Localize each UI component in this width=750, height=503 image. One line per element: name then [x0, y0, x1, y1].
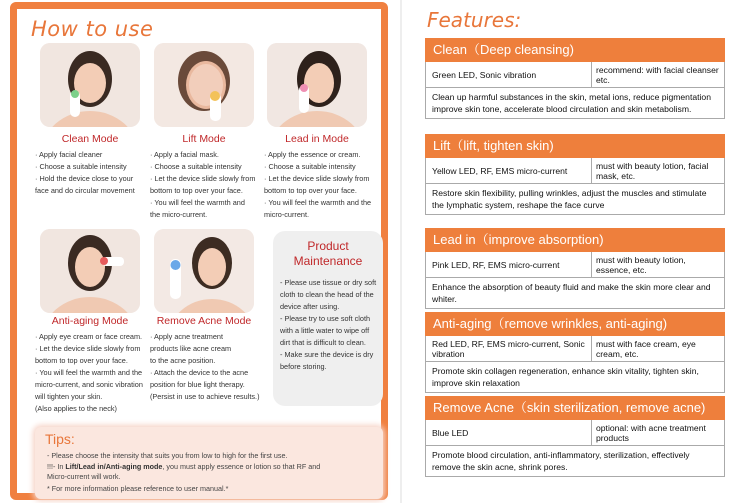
- mode-name-clean: Clean Mode: [61, 133, 119, 145]
- feature-remove-acne: [425, 396, 725, 477]
- maintenance-body: - Please use tissue or dry soft cloth to clean the head of the device after using. - Please try to use soft cloth with a little water to wipe off dirt that is difficult to clean. - Make sure the device is dry before storing.: [280, 278, 377, 371]
- feature-desc-lift: Restore skin flexibility, pulling wrinkles, adjust the muscles and stimulate the lymphatic system, reshape the face curve: [425, 184, 725, 215]
- steps-remove-acne: · Apply acne treatment products like acne cream to the acne position. · Attach the device to the acne position for blue light therapy. (Persist in use to achieve results.): [150, 332, 260, 401]
- feature-desc-anti-aging: Promote skin collagen regeneration, enhance skin vitality, tighten skin, improve skin relaxation: [425, 362, 725, 393]
- lead-in-photo-art: [267, 43, 367, 127]
- woman-photo-lead-in: [267, 43, 367, 127]
- lift-photo-art: [154, 43, 254, 127]
- mode-name-remove-acne: Remove Acne Mode: [156, 315, 252, 327]
- mode-name-lift: Lift Mode: [182, 133, 226, 145]
- maintenance-title: Product Maintenance: [293, 239, 363, 268]
- steps-clean: · Apply facial cleaner · Choose a suitable intensity · Hold the device close to your face and do circular movement: [35, 150, 135, 195]
- feature-note-lift: must with beauty lotion, facial mask, etc.: [596, 160, 709, 181]
- woman-photo-clean: [40, 43, 140, 127]
- feature-note-clean: recommend: with facial cleanser etc.: [596, 64, 719, 85]
- panel-divider: [400, 0, 402, 503]
- feature-note-remove-acne: optional: with acne treatment products: [596, 422, 706, 443]
- woman-photo-remove-acne: [154, 229, 254, 313]
- woman-photo-anti-aging: [40, 229, 140, 313]
- feature-lead-in: [425, 228, 725, 309]
- feature-spec-lead-in: Pink LED, RF, EMS micro-current: [426, 252, 592, 277]
- feature-lift: [425, 134, 725, 215]
- feature-note-lead-in: must with beauty lotion, essence, etc.: [596, 254, 686, 275]
- steps-anti-aging: · Apply eye cream or face cream. · Let the device slide slowly from bottom to top over your face. · You will feel the warmth and the micro-current, and sonic vibration will tighten your skin. (Also applies to the neck): [35, 332, 143, 413]
- feature-anti-aging: [425, 312, 725, 393]
- feature-spec-row-lead-in: [425, 252, 725, 278]
- features-title: Features:: [427, 8, 522, 32]
- anti-aging-photo-art: [40, 229, 140, 313]
- feature-spec-remove-acne: Blue LED: [426, 420, 592, 445]
- clean-photo-art: [40, 43, 140, 127]
- feature-spec-row-anti-aging: [425, 336, 725, 362]
- mode-name-anti-aging: Anti-aging Mode: [51, 315, 129, 327]
- woman-photo-lift: [154, 43, 254, 127]
- tips-line-2: !!!- In Lift/Lead in/Anti-aging mode, you must apply essence or lotion so that RF and: [47, 462, 321, 471]
- feature-spec-row-clean: [425, 62, 725, 88]
- feature-desc-lead-in: Enhance the absorption of beauty fluid and make the skin more clear and whiter.: [425, 278, 725, 309]
- tips-line-4: * For more information please reference to user manual.*: [47, 484, 229, 493]
- tips-box: [35, 427, 383, 499]
- feature-header-anti-aging: Anti-aging（remove wrinkles, anti-aging): [425, 312, 725, 336]
- feature-spec-row-remove-acne: [425, 420, 725, 446]
- feature-clean: [425, 38, 725, 119]
- feature-header-remove-acne: Remove Acne（skin sterilization, remove acne): [425, 396, 725, 420]
- feature-desc-clean: Clean up harmful substances in the skin, metal ions, reduce pigmentation improve skin tone, accelerate blood circulation and skin metabolism.: [425, 88, 725, 119]
- steps-lead-in: · Apply the essence or cream. · Choose a suitable intensity · Let the device slide slowly from bottom to top over your face. · You will feel the warmth and the micro-current.: [264, 150, 372, 219]
- feature-spec-row-lift: [425, 158, 725, 184]
- feature-header-clean: Clean（Deep cleansing): [425, 38, 725, 62]
- tips-title: Tips:: [45, 431, 75, 447]
- remove-acne-photo-art: [154, 229, 254, 313]
- product-maintenance-box: [273, 231, 383, 406]
- feature-note-anti-aging: must with face cream, eye cream, etc.: [596, 338, 696, 359]
- feature-header-lift: Lift（lift, tighten skin): [425, 134, 725, 158]
- feature-desc-remove-acne: Promote blood circulation, anti-inflammatory, sterilization, effectively remove the skin acne, shrink pores.: [425, 446, 725, 477]
- feature-spec-clean: Green LED, Sonic vibration: [426, 62, 592, 87]
- feature-spec-lift: Yellow LED, RF, EMS micro-current: [426, 158, 592, 183]
- steps-lift: · Apply a facial mask. · Choose a suitable intensity · Let the device slide slowly from bottom to top over your face. · You will feel the warmth and the micro-current.: [150, 150, 256, 219]
- how-to-use-title: How to use: [31, 17, 154, 41]
- tips-line-3: Micro-current will work.: [47, 472, 121, 481]
- feature-spec-anti-aging: Red LED, RF, EMS micro-current, Sonic vibration: [426, 336, 592, 361]
- how-to-use-panel: [10, 2, 388, 500]
- mode-name-lead-in: Lead in Mode: [285, 133, 349, 145]
- feature-header-lead-in: Lead in（improve absorption): [425, 228, 725, 252]
- tips-line-1: - Please choose the intensity that suits you from low to high for the first use.: [47, 451, 288, 460]
